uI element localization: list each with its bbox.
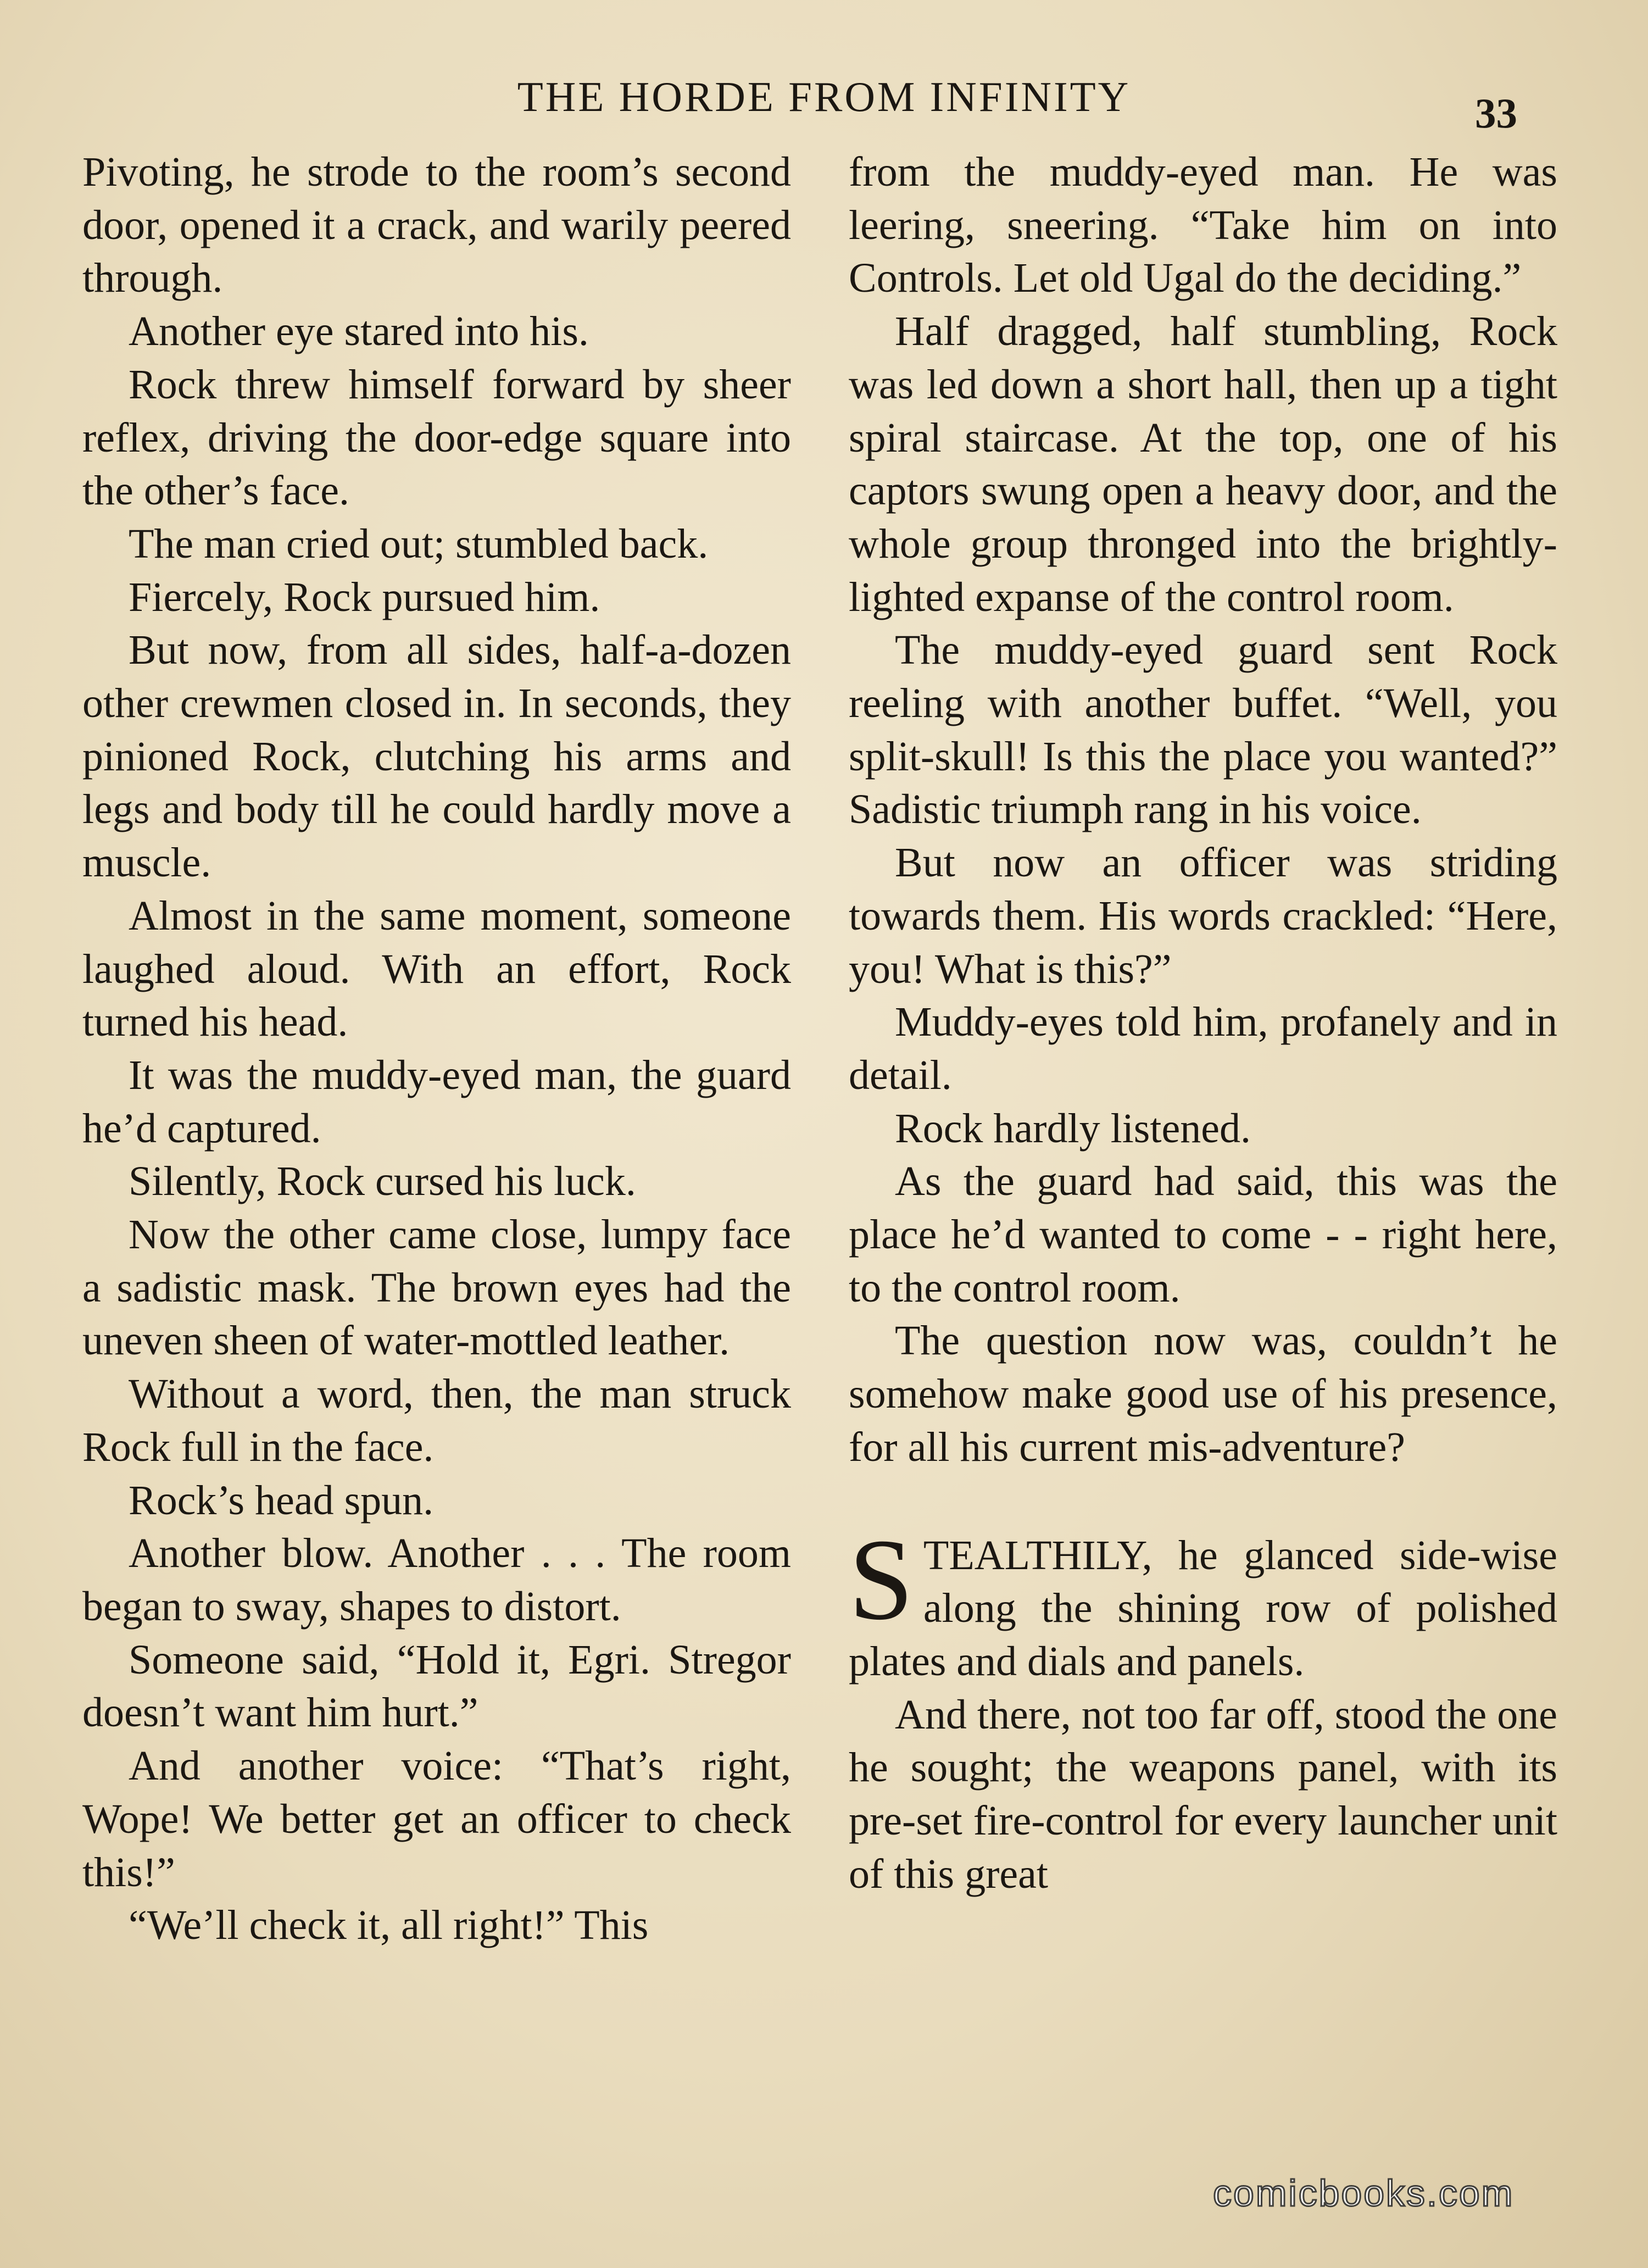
drop-cap-paragraph-text: TEALTHILY, he glanced side-wise along the shining row of polished plates and dials and panels. (849, 1532, 1557, 1685)
paragraph: But now an officer was striding towards them. His words crackled: “Here, you! What is this?” (849, 840, 1557, 992)
paragraph: Almost in the same moment, someone laughed aloud. With an effort, Rock turned his head. (82, 892, 791, 1046)
left-text-column (82, 146, 791, 1952)
running-title: THE HORDE FROM INFINITY (517, 73, 1131, 120)
right-text-column (849, 146, 1557, 1901)
drop-cap-paragraph (849, 1514, 1557, 1688)
paragraph: The muddy-eyed guard sent Rock reeling with another buffet. “Well, you split-skull! Is this the place you wanted?” Sadistic triumph rang in his voice. (849, 627, 1557, 833)
paragraph: Someone said, “Hold it, Egri. Stregor doesn’t want him hurt.” (82, 1636, 791, 1736)
paragraph: Half dragged, half stumbling, Rock was led down a short hall, then up a tight spiral staircase. At the top, one of his captors swung open a heavy door, and the whole group thronged into the brightly-lighted expanse of the control room. (849, 308, 1557, 620)
paragraph: “We’ll check it, all right!” This (129, 1902, 649, 1949)
paragraph: Fiercely, Rock pursued him. (129, 574, 600, 620)
paragraph: The man cried out; stumbled back. (129, 520, 709, 567)
paragraph: Another blow. Another . . . The room began to sway, shapes to distort. (82, 1530, 791, 1630)
paragraph: Without a word, then, the man struck Rock full in the face. (82, 1371, 791, 1470)
paragraph: And another voice: “That’s right, Wope! We better get an officer to check this!” (82, 1743, 791, 1895)
paragraph: Rock hardly listened. (895, 1105, 1251, 1152)
paragraph: And there, not too far off, stood the one he sought; the weapons panel, with its pre-set fire-control for every launcher unit of this great (849, 1691, 1557, 1897)
paragraph: Pivoting, he strode to the room’s second door, opened it a crack, and warily peered through. (82, 149, 791, 302)
paragraph: Now the other came close, lumpy face a sadistic mask. The brown eyes had the uneven sheen of water-mottled leather. (82, 1211, 791, 1364)
paragraph: Muddy-eyes told him, profanely and in detail. (849, 999, 1557, 1098)
drop-cap: S (849, 1514, 914, 1644)
page-number: 33 (1475, 90, 1517, 137)
watermark: comicbooks.com (1213, 2172, 1515, 2214)
paragraph: Silently, Rock cursed his luck. (129, 1158, 636, 1205)
paragraph: As the guard had said, this was the place he’d wanted to come - - right here, to the control room. (849, 1158, 1557, 1311)
paragraph: from the muddy-eyed man. He was leering, sneering. “Take him on into Controls. Let old Ugal do the deciding.” (849, 149, 1557, 302)
paragraph: Rock’s head spun. (129, 1477, 434, 1524)
paragraph: Another eye stared into his. (129, 308, 589, 355)
paragraph: Rock threw himself forward by sheer reflex, driving the door-edge square into the other’s face. (82, 361, 791, 514)
paragraph: The question now was, couldn’t he somehow make good use of his presence, for all his current mis-adventure? (849, 1318, 1557, 1470)
paragraph: It was the muddy-eyed man, the guard he’d captured. (82, 1052, 791, 1152)
paragraph: But now, from all sides, half-a-dozen other crewmen closed in. In seconds, they pinioned Rock, clutching his arms and legs and body till he could hardly move a muscle. (82, 627, 791, 886)
